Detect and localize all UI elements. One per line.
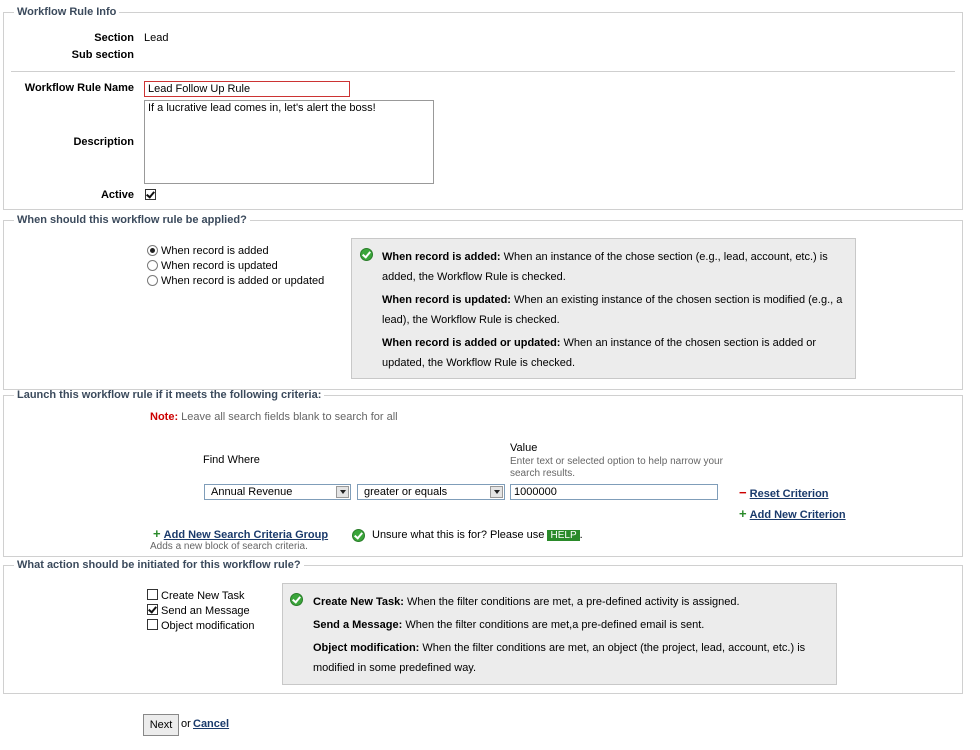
reset-criterion[interactable]: − Reset Criterion: [739, 485, 829, 500]
value-hint: Enter text or selected option to help narrow your: [510, 456, 723, 467]
check-icon: [352, 529, 365, 542]
active-label: Active: [100, 189, 134, 201]
criteria-legend: Launch this workflow rule if it meets the following criteria:: [17, 389, 322, 401]
section-value: Lead: [144, 32, 169, 44]
action-info-box: [282, 583, 837, 685]
value-label: Value: [510, 442, 538, 454]
divider: [11, 71, 955, 72]
next-button[interactable]: Next: [143, 714, 179, 736]
add-criterion[interactable]: + Add New Criterion: [739, 506, 846, 521]
rule-name-label: Workflow Rule Name: [24, 82, 134, 94]
apply-legend: When should this workflow rule be applied?: [17, 214, 247, 226]
plus-icon: +: [739, 506, 747, 521]
checkbox-create-task[interactable]: [147, 589, 158, 600]
radio-label-updated: When record is updated: [161, 260, 278, 272]
minus-icon: −: [739, 485, 747, 500]
info-send-message: Send a Message: When the filter conditions are met,a pre-defined email is sent.: [313, 619, 705, 631]
info-added-or-updated: When record is added or updated: When an instance of the chosen section is added or: [382, 337, 817, 349]
add-group-hint: Adds a new block of search criteria.: [150, 541, 308, 552]
info-object-modification: Object modification: When the filter conditions are met, an object (the project, lead, account, etc.) is: [313, 642, 806, 654]
find-where-label: Find Where: [203, 454, 260, 466]
chevron-down-icon: [336, 486, 349, 498]
check-icon: [290, 593, 303, 606]
radio-record-updated[interactable]: [147, 260, 158, 271]
or-text: or: [181, 718, 191, 730]
info-updated: When record is updated: When an existing instance of the chosen section is modified (e.g., a: [382, 294, 843, 306]
action-legend: What action should be initiated for this workflow rule?: [17, 559, 301, 571]
label-send-message: Send an Message: [161, 605, 250, 617]
cancel-link[interactable]: Cancel: [193, 718, 230, 730]
radio-record-added-or-updated[interactable]: [147, 275, 158, 286]
add-group[interactable]: + Add New Search Criteria Group: [153, 526, 329, 541]
label-object-modification: Object modification: [161, 620, 255, 632]
field-select[interactable]: Annual Revenue: [204, 484, 351, 500]
unsure-text: Unsure what this is for? Please use HELP .: [372, 529, 583, 541]
rule-name-input[interactable]: [144, 81, 350, 97]
active-checkbox[interactable]: [145, 189, 156, 200]
help-badge[interactable]: HELP: [547, 530, 579, 541]
check-icon: [360, 248, 373, 261]
value-input[interactable]: [510, 484, 718, 500]
info-added: When record is added: When an instance of the chose section (e.g., lead, account, etc.) is: [382, 251, 828, 263]
value-hint-cont: search results.: [510, 468, 576, 479]
description-label: Description: [73, 136, 134, 148]
radio-record-added[interactable]: [147, 245, 158, 256]
checkbox-send-message[interactable]: [147, 604, 158, 615]
info-create-task: Create New Task: When the filter conditions are met, a pre-defined activity is assigned.: [313, 596, 740, 608]
checkbox-object-modification[interactable]: [147, 619, 158, 630]
info-object-modification-cont: modified in some predefined way.: [313, 662, 477, 674]
chevron-down-icon: [490, 486, 503, 498]
subsection-label: Sub section: [71, 49, 134, 61]
radio-label-added: When record is added: [161, 245, 269, 257]
operator-select[interactable]: greater or equals: [357, 484, 505, 500]
label-create-task: Create New Task: [161, 590, 245, 602]
note: Note: Leave all search fields blank to search for all: [150, 411, 398, 423]
section-legend: Workflow Rule Info: [17, 6, 117, 18]
plus-icon: +: [153, 526, 161, 541]
description-textarea[interactable]: If a lucrative lead comes in, let's alert the boss!: [144, 100, 434, 184]
section-label: Section: [94, 32, 134, 44]
info-added-cont: added, the Workflow Rule is checked.: [382, 271, 566, 283]
apply-info-box: [351, 238, 856, 379]
info-updated-cont: lead), the Workflow Rule is checked.: [382, 314, 560, 326]
radio-label-added-or-updated: When record is added or updated: [161, 275, 325, 287]
info-added-or-updated-cont: updated, the Workflow Rule is checked.: [382, 357, 576, 369]
